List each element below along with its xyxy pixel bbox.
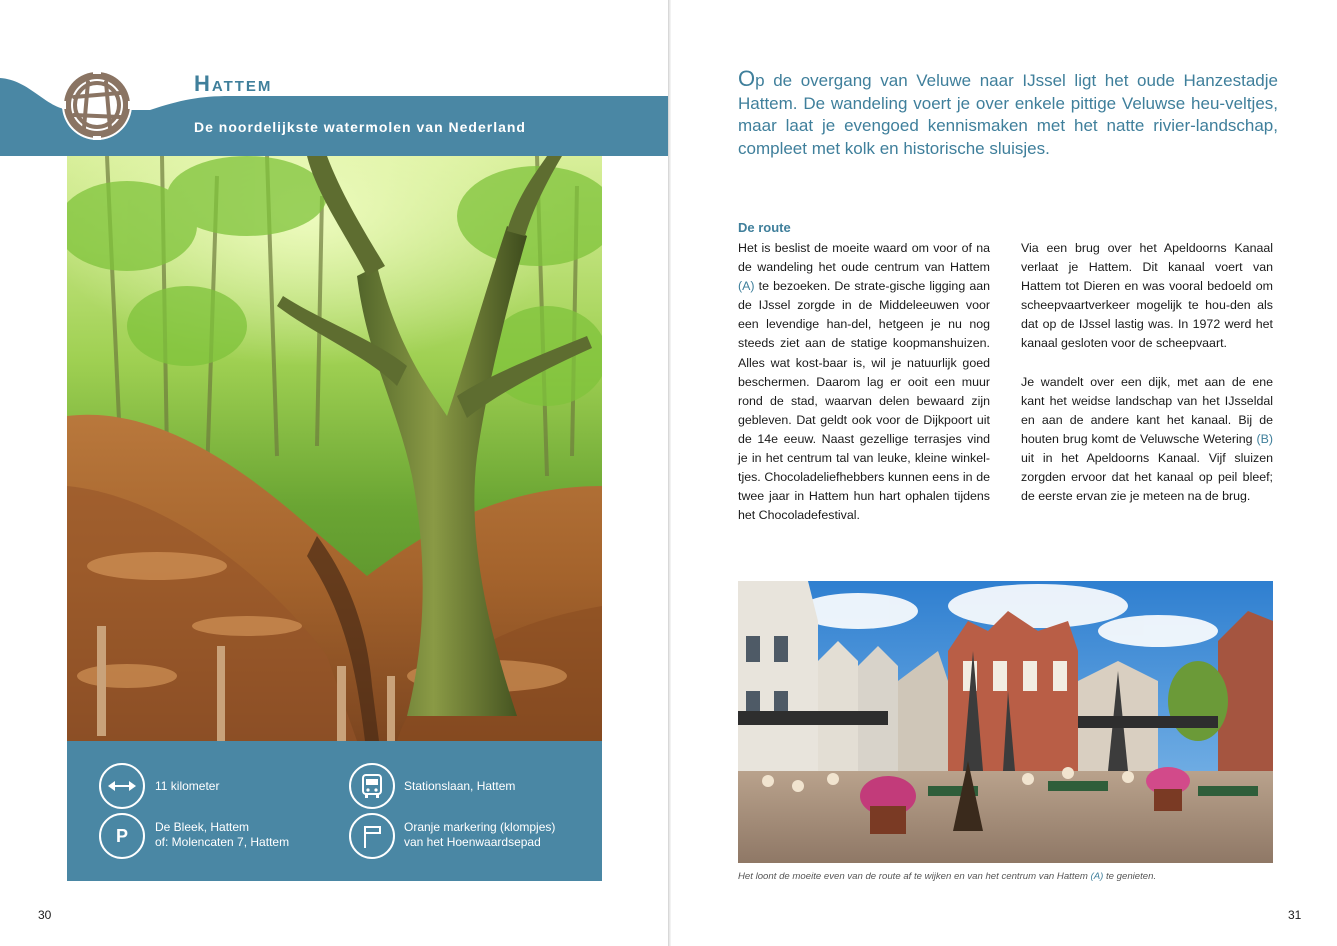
page-subtitle: De noordelijkste watermolen van Nederland — [194, 119, 526, 135]
route-heading: De route — [738, 220, 791, 235]
parking-icon: P — [99, 813, 145, 859]
distance-arrow-icon — [99, 763, 145, 809]
page-number-right: 31 — [1288, 908, 1302, 922]
col2-text-b: uit in het Apeldoorns Kanaal. Vijf sluizen zorgden ervoor dat het kanaal op peil bleef; de eerste ervan zie je meteen na de brug. — [1021, 450, 1273, 504]
column-1-paragraph — [738, 239, 990, 525]
caption-text-b: te genieten. — [1103, 871, 1157, 882]
column-2-paragraph-1: Via een brug over het Apeldoorns Kanaal verlaat je Hattem. Dit kanaal voert van Hattem tot Dieren en was vooral bedoeld om scheepvaartverkeer mogelijk te hou-den als dat op de IJssel lastig was. In 1972 werd het kanaal gesloten voor de scheepvaart. — [1021, 241, 1273, 351]
transit-stop-text: Stationslaan, Hattem — [404, 779, 516, 793]
left-page — [0, 0, 668, 946]
bus-icon — [349, 763, 395, 809]
watermill-wheel-icon — [60, 68, 134, 142]
column-2-paragraph-2 — [1021, 373, 1273, 507]
parking-text — [155, 820, 289, 850]
intro-paragraph — [738, 68, 1278, 160]
marking-line-2: van het Hoenwaardsepad — [404, 835, 541, 849]
intro-text: p de overgang van Veluwe naar IJssel ligt het oude Hanzestadje Hattem. De wandeling voert je over enkele pittige Veluwse heu-veltjes, maar laat je evengoed kennismaken met het natte rivier-landschap, compleet met kolk en historische sluisjes. — [738, 71, 1278, 158]
book-gutter — [668, 0, 671, 946]
marking-line-1: Oranje markering (klompjes) — [404, 820, 556, 834]
distance-text: 11 kilometer — [155, 779, 220, 793]
map-ref-b: (B) — [1256, 431, 1273, 446]
parking-line-2: of: Molencaten 7, Hattem — [155, 835, 290, 849]
text-column-1 — [738, 239, 990, 525]
photo-caption — [738, 871, 1156, 882]
marking-text — [404, 820, 555, 850]
col1-text-a: Het is beslist de moeite waard om voor of na de wandeling het oude centrum van Hattem — [738, 241, 990, 275]
col2-text-a: Je wandelt over een dijk, met aan de ene kant het weidse landschap van het IJsseldal en aan de andere kant het kanaal. Bij de houten brug komt de Veluwsche Wetering — [1021, 374, 1273, 446]
page-title: Hattem — [194, 71, 273, 96]
text-column-2 — [1021, 239, 1273, 506]
caption-ref: (A) — [1090, 871, 1104, 882]
forest-photo — [67, 156, 602, 741]
town-square-photo — [738, 581, 1273, 863]
caption-text-a: Het loont de moeite even van de route af te wijken en van het centrum van Hattem — [738, 871, 1091, 882]
page-number-left: 30 — [38, 908, 52, 922]
map-ref-a: (A) — [738, 279, 755, 294]
route-marker-icon — [349, 813, 395, 859]
route-info-box — [67, 741, 602, 881]
col1-text-b: te bezoeken. De strate-gische ligging aan de IJssel zorgde in de Middeleeuwen voor een levendige han-del, hetgeen je nu nog steeds ziet aan de statige koopmanshuizen. Alles wat kost-baar is, wil je natuurlijk goed beschermen. Daarom lag er ooit een muur rond de stad, waarvan delen bewaard zijn gebleven. Dat geldt ook voor de Dijkpoort uit de 14e eeuw. Naast gezellige terrasjes vind je in het centrum tal van leuke, kleine winkel-tjes. Chocoladeliefhebbers kunnen eens in de twee jaar in Hattem hun hart ophalen tijdens het Chocoladefestival. — [738, 279, 990, 523]
parking-line-1: De Bleek, Hattem — [155, 820, 250, 834]
intro-initial: O — [738, 66, 756, 91]
